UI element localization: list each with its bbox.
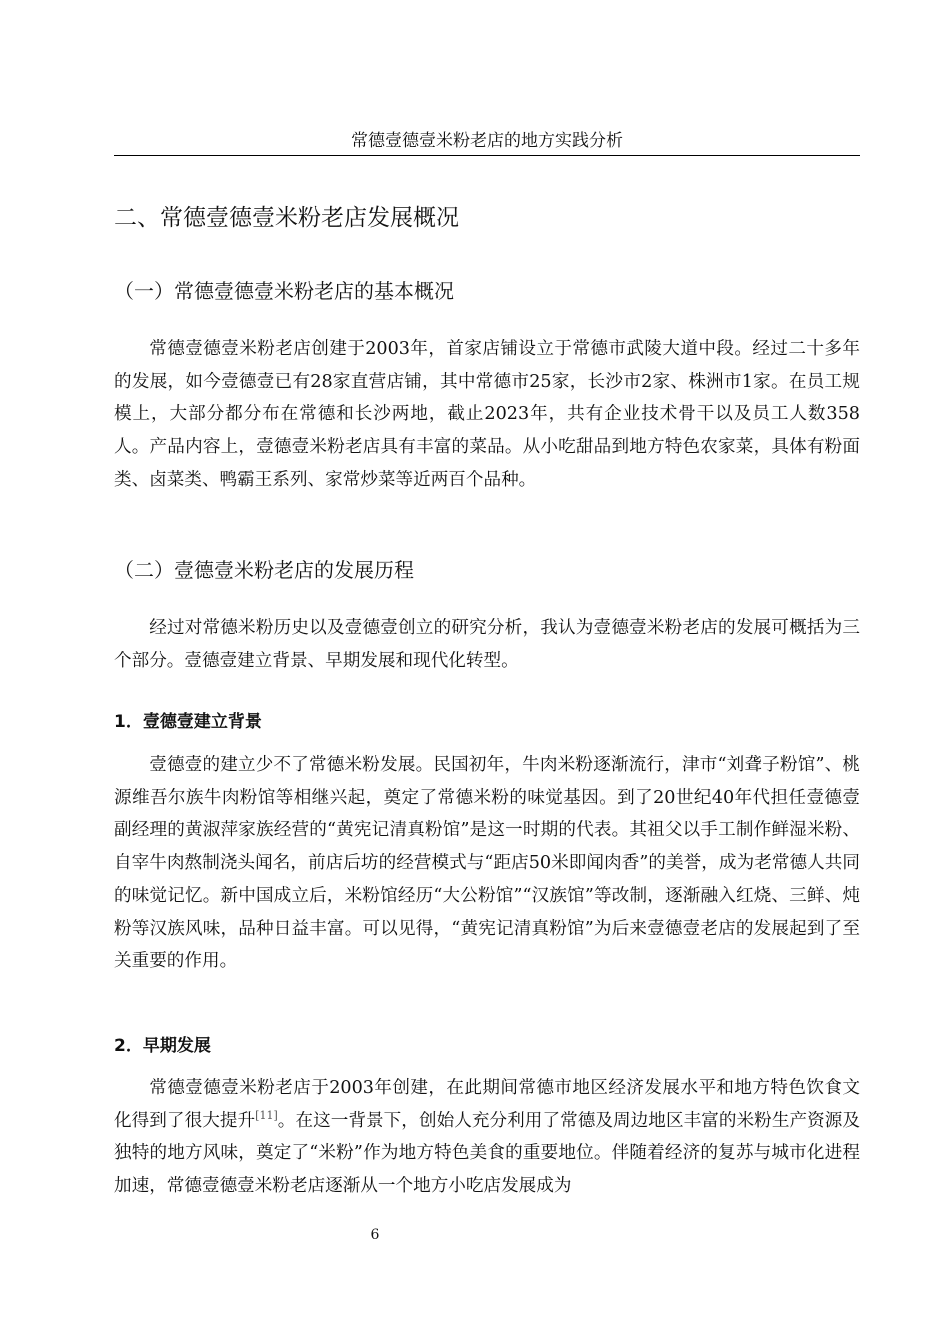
subsection-title-development-history: （二）壹德壹米粉老店的发展历程 <box>114 558 414 582</box>
subsection-title-basic-overview: （一）常德壹德壹米粉老店的基本概况 <box>114 279 454 303</box>
paragraph-basic-overview: 常德壹德壹米粉老店创建于2003年，首家店铺设立于常德市武陵大道中段。经过二十多年的发展，如今壹德壹已有28家直营店铺，其中常德市25家，长沙市2家、株洲市1家。在员工规模上，大部分都分布在常德和长沙两地，截止2023年，共有企业技术骨干以及员工人数358人。产品内容上，壹德壹米粉老店具有丰富的菜品。从小吃甜品到地方特色农家菜，具体有粉面类、卤菜类、鸭霸王系列、家常炒菜等近两百个品种。 <box>114 339 860 490</box>
running-header: 常德壹德壹米粉老店的地方实践分析 <box>351 131 623 151</box>
header-rule <box>114 155 860 156</box>
part-number: 1． <box>114 712 143 732</box>
paragraph-text: 常德壹德壹米粉老店于2003年创建，在此期间常德市地区经济发展水平和地方特色饮食文化得到了很大提升 <box>114 1078 860 1131</box>
part-number: 2． <box>114 1036 143 1056</box>
part-title: 早期发展 <box>142 1036 211 1056</box>
section-title: 二、常德壹德壹米粉老店发展概况 <box>114 205 459 231</box>
paragraph-history-intro: 经过对常德米粉历史以及壹德壹创立的研究分析，我认为壹德壹米粉老店的发展可概括为三个部分。壹德壹建立背景、早期发展和现代化转型。 <box>114 618 860 671</box>
part-heading-background <box>114 709 262 735</box>
paragraph-background: 壹德壹的建立少不了常德米粉发展。民国初年，牛肉米粉逐渐流行，津市“刘聋子粉馆”、桃源维吾尔族牛肉粉馆等相继兴起，奠定了常德米粉的味觉基因。到了20世纪40年代担任壹德壹副经理的黄淑萍家族经营的“黄宪记清真粉馆”是这一时期的代表。其祖父以手工制作鲜湿米粉、自宰牛肉熬制浇头闻名，前店后坊的经营模式与“距店50米即闻肉香”的美誉，成为老常德人共同的味觉记忆。新中国成立后，米粉馆经历“大公粉馆”“汉族馆”等改制，逐渐融入红烧、三鲜、炖粉等汉族风味，品种日益丰富。可以见得，“黄宪记清真粉馆”为后来壹德壹老店的发展起到了至关重要的作用。 <box>114 755 860 972</box>
paragraph-text: 。在这一背景下，创始人充分利用了常德及周边地区丰富的米粉生产资源及独特的地方风味，奠定了“米粉”作为地方特色美食的重要地位。伴随着经济的复苏与城市化进程加速，常德壹德壹米粉老店逐渐从一个地方小吃店发展成为 <box>114 1110 860 1197</box>
citation-reference[interactable]: [11] <box>255 1108 278 1122</box>
page-number: 6 <box>370 1227 380 1243</box>
part-heading-early-development <box>114 1033 211 1059</box>
paragraph-early-development <box>114 1072 860 1203</box>
part-title: 壹德壹建立背景 <box>142 712 262 732</box>
